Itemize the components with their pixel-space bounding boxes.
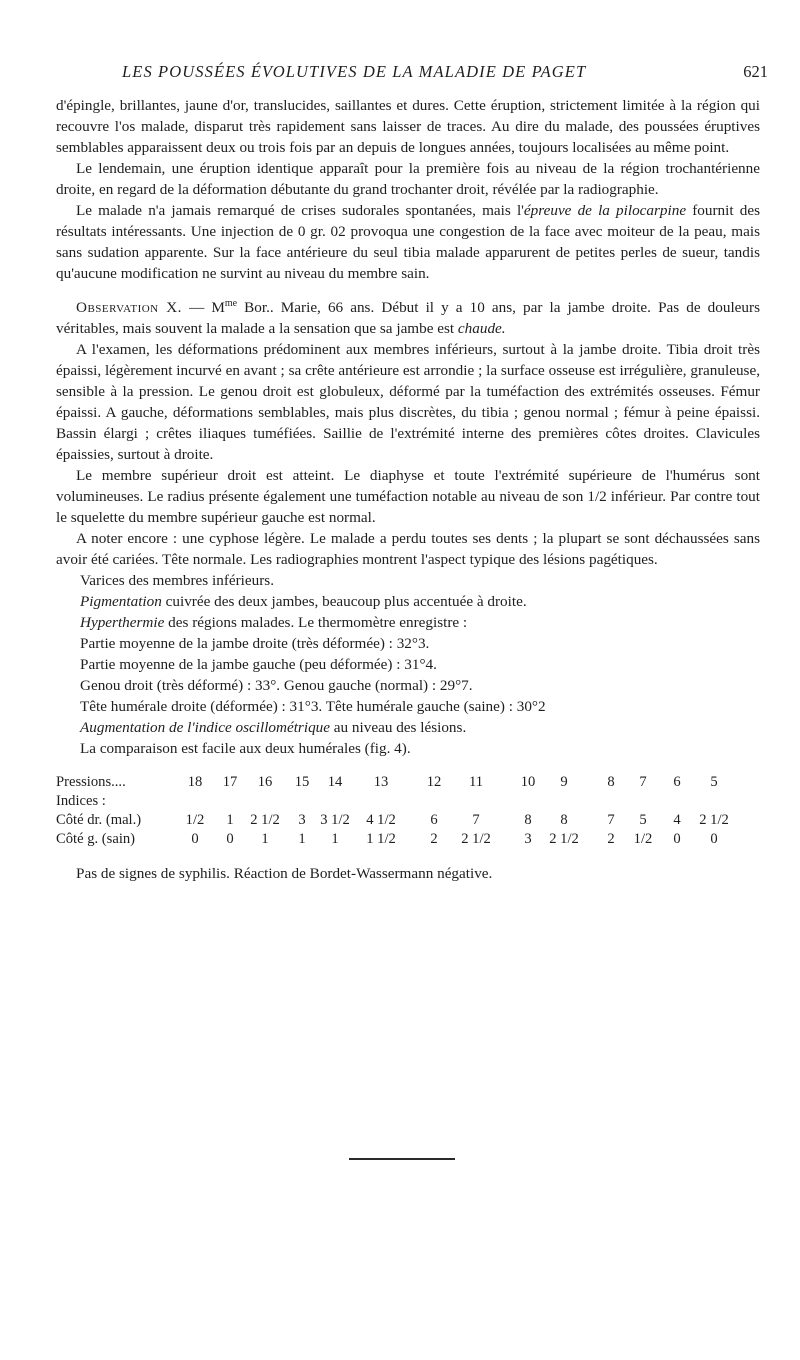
indices-row: [56, 792, 760, 811]
pressions-cell: 11: [468, 774, 484, 791]
line-oscillometrique: Augmentation de l'indice oscillométrique au niveau des lésions.: [80, 719, 467, 737]
paragraph-syphilis: Pas de signes de syphilis. Réaction de Bordet-Wassermann négative.: [76, 865, 493, 883]
paragraph-membre-superieur: Le membre supérieur droit est atteint. Le diaphyse et toute l'extrémité supérieure de l'humérus sont volumineuses. Le radius présente également une tuméfaction notable au niveau de son 1/2 inférieur. Par contre tout le squelette du membre supérieur gauche est normal.: [56, 467, 760, 527]
gauche-cell: 0: [710, 831, 718, 848]
pressions-cell: 13: [373, 774, 389, 791]
gauche-cell: 1: [298, 831, 306, 848]
line-jambe-droite: Partie moyenne de la jambe droite (très déformée) : 32°3.: [80, 635, 430, 653]
pressions-cell: 14: [327, 774, 343, 791]
gauche-cell: 1/2: [633, 831, 653, 848]
line-tete-humerale: Tête humérale droite (déformée) : 31°3. Tête humérale gauche (saine) : 30°2: [80, 698, 546, 716]
pressions-cell: 12: [426, 774, 442, 791]
pressions-cell: 15: [294, 774, 310, 791]
gauche-cell: 2 1/2: [549, 831, 579, 848]
droit-cell: 2 1/2: [250, 812, 280, 829]
line-hyperthermie: Hyperthermie des régions malades. Le thermomètre enregistre :: [80, 614, 468, 632]
droit-cell: 8: [524, 812, 532, 829]
oscillometry-table: [56, 773, 760, 849]
droit-cell: 7: [472, 812, 480, 829]
running-header: [60, 62, 768, 86]
pressions-cell: 8: [607, 774, 615, 791]
pressions-cell: 17: [222, 774, 238, 791]
body-text: [56, 95, 760, 884]
pressions-cell: 7: [639, 774, 647, 791]
gauche-cell: 2: [430, 831, 438, 848]
droit-cell: 3: [298, 812, 306, 829]
gauche-cell: 2 1/2: [461, 831, 491, 848]
gauche-cell: 3: [524, 831, 532, 848]
gauche-cell: 1: [261, 831, 269, 848]
line-comparaison: La comparaison est facile aux deux humérales (fig. 4).: [80, 740, 411, 758]
pressions-cell: 5: [710, 774, 718, 791]
pressions-label: Pressions....: [56, 774, 126, 791]
cote-gauche-label: Côté g. (sain): [56, 831, 136, 848]
observation-label: Observation X.: [76, 299, 182, 317]
pressions-cell: 6: [673, 774, 681, 791]
gauche-cell: 0: [673, 831, 681, 848]
paragraph-lendemain: Le lendemain, une éruption identique apparaît pour la première fois au niveau de la région trochantérienne droite, en regard de la déformation débutante du grand trochanter droit, révélée par la radiographie.: [56, 160, 760, 198]
droit-cell: 7: [607, 812, 615, 829]
pilocarpine-emphasis: épreuve de la pilocarpine: [523, 202, 687, 219]
chaude-emphasis: chaude.: [457, 320, 506, 338]
pressions-cell: 9: [560, 774, 568, 791]
indices-label: Indices :: [56, 793, 106, 810]
droit-cell: 8: [560, 812, 568, 829]
observation-heading: Observation X. — $M^{me}$ Bor.. Marie, 66 ans. Début il y a 10 ans, par la jambe droite. Pas de douleurs véritables, mais souvent la malade a la sensation que sa jambe est chaude.: [56, 298, 760, 338]
pressions-row: [56, 773, 760, 792]
running-title: LES POUSSÉES ÉVOLUTIVES DE LA MALADIE DE PAGET: [122, 62, 587, 81]
paragraph-examen: A l'examen, les déformations prédominent aux membres inférieurs, surtout à la jambe droite. Tibia droit très épaissi, légèrement incurvé en avant ; sa crête antérieure est arrondie ; la surface osseuse est irrégulière, granuleuse, sensible à la pression. Le genou droit est globuleux, déformé par la tuméfaction des extrémités osseuses. Fémur épaissi. A gauche, déformations semblables, mais plus discrètes, du tibia ; genou normal ; fémur à peine épaissi. Bassin élargi ; crêtes iliaques tuméfiées. Saillie de l'extrémité interne des premières côtes droites. Clavicules épaissies, surtout à droite.: [56, 341, 760, 464]
paragraph-eruption: d'épingle, brillantes, jaune d'or, translucides, saillantes et dures. Cette éruption, strictement limitée à la région qui recouvre l'os malade, disparut très rapidement sans laisser de traces. Au dire du malade, des poussées éruptives semblables apparaissent deux ou trois fois par an depuis de longues années, toujours localisées au même point.: [56, 97, 760, 156]
line-jambe-gauche: Partie moyenne de la jambe gauche (peu déformée) : 31°4.: [80, 656, 437, 674]
paragraph-a-noter: A noter encore : une cyphose légère. Le malade a perdu toutes ses dents ; la plupart se sont déchaussées sans avoir été cariées. Tête normale. Les radiographies montrent l'aspect typique des lésions pagétiques.: [56, 530, 760, 569]
line-genou: Genou droit (très déformé) : 33°. Genou gauche (normal) : 29°7.: [80, 677, 473, 695]
gauche-cell: 0: [191, 831, 199, 848]
gauche-cell: 1: [331, 831, 339, 848]
droit-cell: 6: [430, 812, 438, 829]
cote-droit-label: Côté dr. (mal.): [56, 812, 142, 829]
page-number: 621: [743, 62, 768, 81]
droit-cell: 1/2: [185, 812, 205, 829]
droit-cell: 1: [226, 812, 234, 829]
gauche-cell: 1 1/2: [366, 831, 396, 848]
line-pigmentation: Pigmentation cuivrée des deux jambes, beaucoup plus accentuée à droite.: [80, 593, 527, 611]
droit-cell: 5: [639, 812, 647, 829]
paragraph-pilocarpine: Le malade n'a jamais remarqué de crises sudorales spontanées, mais l'épreuve de la pilocarpine fournit des résultats intéressants. Une injection de 0 gr. 02 provoqua une congestion de la face avec moiteur de la peau, mais sans sudation apparente. Sur la face antérieure du seul tibia malade apparurent de petites perles de sueur, tandis qu'aucune modification ne survint au niveau du membre sain.: [56, 202, 760, 282]
cote-gauche-row: [56, 830, 760, 849]
mme-superscript: me: [224, 298, 238, 309]
pressions-cell: 16: [257, 774, 273, 791]
gauche-cell: 0: [226, 831, 234, 848]
pressions-cell: 10: [520, 774, 536, 791]
droit-cell: 3 1/2: [320, 812, 350, 829]
line-varices: Varices des membres inférieurs.: [80, 572, 274, 590]
droit-cell: 4: [673, 812, 681, 829]
cote-droit-row: [56, 811, 760, 830]
droit-cell: 4 1/2: [366, 812, 396, 829]
end-rule: [349, 1158, 455, 1160]
gauche-cell: 2: [607, 831, 615, 848]
droit-cell: 2 1/2: [699, 812, 729, 829]
pressions-cell: 18: [187, 774, 203, 791]
